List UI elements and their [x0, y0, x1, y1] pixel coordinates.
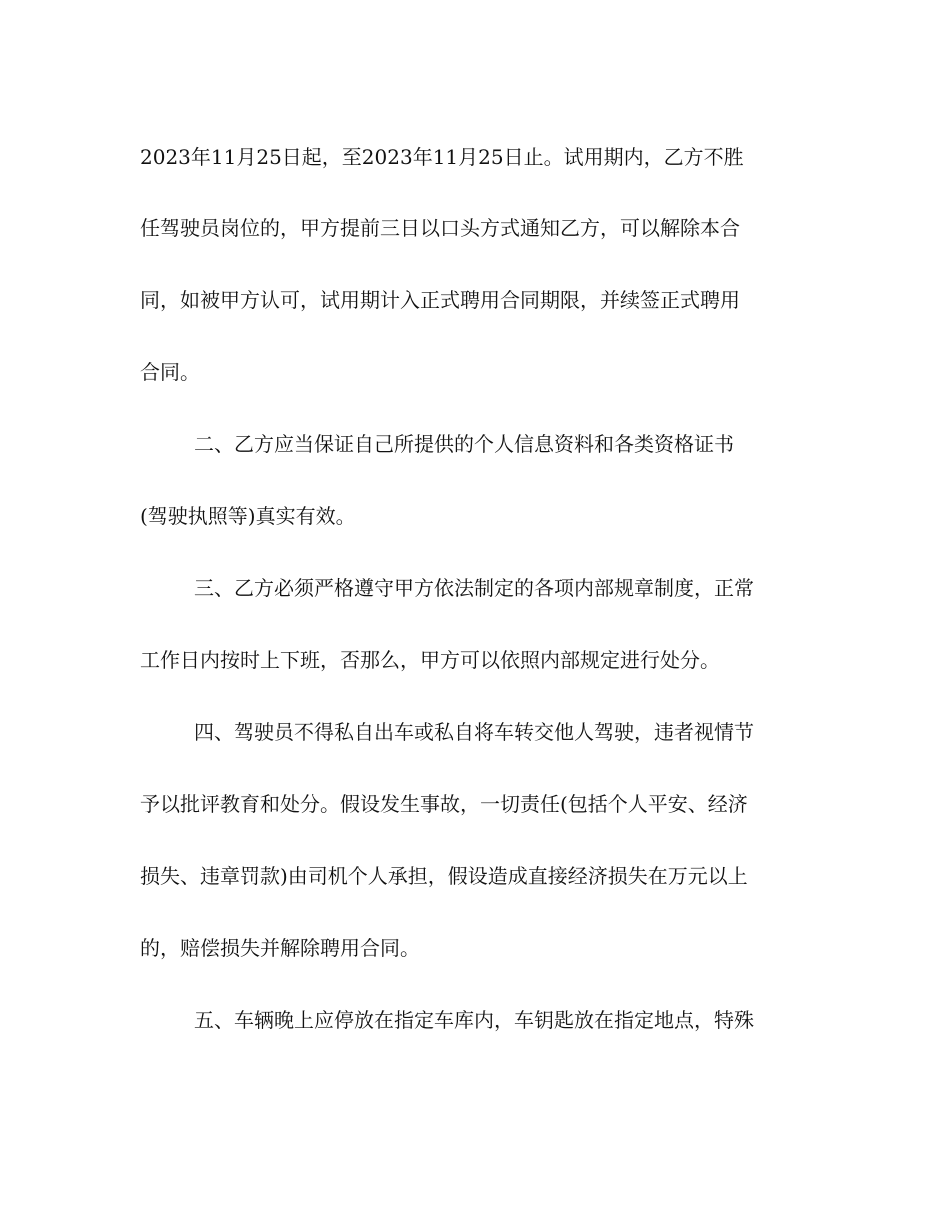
clause-3-line-2: 工作日内按时上下班，否那么，甲方可以依照内部规定进行处分。 [140, 648, 720, 672]
paragraph-1-line-2: 任驾驶员岗位的，甲方提前三日以口头方式通知乙方，可以解除本合 [140, 216, 740, 240]
clause-5-line-1: 五、车辆晚上应停放在指定车库内，车钥匙放在指定地点，特殊 [194, 1008, 754, 1032]
clause-4-line-3: 损失、违章罚款)由司机个人承担，假设造成直接经济损失在万元以上 [140, 864, 748, 888]
clause-4-line-4: 的，赔偿损失并解除聘用合同。 [140, 936, 420, 960]
clause-2-line-2: (驾驶执照等)真实有效。 [140, 504, 356, 528]
paragraph-1-line-4: 合同。 [140, 360, 200, 384]
clause-4-line-2: 予以批评教育和处分。假设发生事故，一切责任(包括个人平安、经济 [140, 792, 748, 816]
paragraph-1-line-3: 同，如被甲方认可，试用期计入正式聘用合同期限，并续签正式聘用 [140, 288, 740, 312]
paragraph-1-line-1: 2023年11月25日起，至2023年11月25日止。试用期内，乙方不胜 [140, 145, 744, 169]
clause-4-line-1: 四、驾驶员不得私自出车或私自将车转交他人驾驶，违者视情节 [194, 720, 754, 744]
clause-2-line-1: 二、乙方应当保证自己所提供的个人信息资料和各类资格证书 [194, 432, 734, 456]
clause-3-line-1: 三、乙方必须严格遵守甲方依法制定的各项内部规章制度，正常 [194, 576, 754, 600]
